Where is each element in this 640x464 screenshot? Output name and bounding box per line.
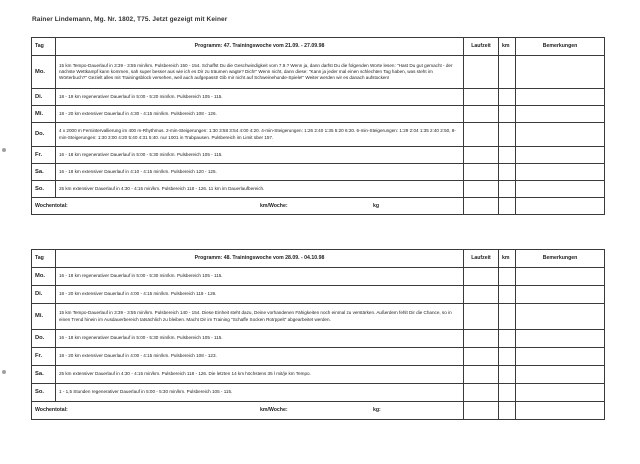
workout-text: 18 - 20 km extensiver Dauerlauf in 4:00 - 4:15 min/km. Pulsbereich 108 - 123. (56, 348, 464, 366)
km-cell[interactable] (499, 268, 516, 286)
km-cell[interactable] (499, 286, 516, 304)
notes-cell[interactable] (516, 147, 605, 164)
workout-text: 1 - 1,5 Stunden regenerativer Dauerlauf in 5:00 - 5:30 min/km. Pulsbereich 105 - 115. (56, 384, 464, 402)
athlete-line: Rainer Lindemann, Mg. Nr. 1802, T75. Jetzt gezeigt mit Keiner (32, 16, 228, 23)
table-row (32, 268, 605, 286)
laufzeit-cell[interactable] (464, 304, 499, 330)
workout-text: 15 km Tempo-Dauerlauf in 3:39 - 3:55 min/km. Pulsbereich 150 - 154. Schaffst Du die Geschwindigkeit vom 7.9.? Wenn ja, dann darfst Du die folgenden Worte lesen: "Hast Du gut gemacht - der nächste Wettkampf kann kommen, sah super besser aus wie ich es Dir zu träumen wagte? Dich!" Wenn nicht, dann diese: "Kann ja jeder mal einen schlechten Tag haben, was steht im Wörterbuch?" Gezielt alles mit Trainingsblock versehen, weil auch aufgepasst! Gib mir nicht auf Schweinehunde-Spiele!" Weiter werden wir es danach aufstocken! (56, 56, 464, 89)
km-cell[interactable] (499, 181, 516, 198)
workout-text: 16 - 18 km regenerativer Dauerlauf in 5:00 - 5:30 min/km. Pulsbereich 105 - 115. (56, 147, 464, 164)
notes-cell[interactable] (516, 268, 605, 286)
km-cell[interactable] (499, 330, 516, 348)
notes-cell[interactable] (516, 286, 605, 304)
day-label: Di. (32, 89, 56, 106)
km-cell[interactable] (499, 164, 516, 181)
km-total-cell[interactable] (499, 402, 516, 420)
workout-text: 18 - 19 km regenerativer Dauerlauf in 5:00 - 5:20 min/km. Pulsbereich 105 - 115. (56, 89, 464, 106)
notes-cell[interactable] (516, 89, 605, 106)
laufzeit-cell[interactable] (464, 147, 499, 164)
day-label: Sa. (32, 164, 56, 181)
day-label: Di. (32, 286, 56, 304)
laufzeit-cell[interactable] (464, 384, 499, 402)
column-km-header: km (499, 38, 516, 56)
laufzeit-cell[interactable] (464, 164, 499, 181)
km-cell[interactable] (499, 366, 516, 384)
km-cell[interactable] (499, 304, 516, 330)
column-day-header: Tag (32, 38, 56, 56)
kg-label: kg (373, 202, 380, 209)
workout-text: 4 x 2000 m Fernintervallierung im 400 m-Rhythmus. 2-min-Steigerungen: 1:30 3:58 3:54 4:00 4:20. 4-min-Steigerungen: 1:26 2:40 1:35 5:20 6:20. 6-min-Steigerungen: 1:29 2:04 1:35 2:40 2:50, 8-min-Steigerungen: 1:30 3:00 4:20 5:40 4:31 5:40. nur 1001 in Trabpausen. Pulsbereich im Limit über 157. (56, 123, 464, 147)
day-label: Do. (32, 123, 56, 147)
workout-text: 16 - 18 km regenerativer Dauerlauf in 5:00 - 5:30 min/km. Pulsbereich 105 - 115. (56, 330, 464, 348)
laufzeit-cell[interactable] (464, 181, 499, 198)
workout-text: 16 - 18 km regenerativer Dauerlauf in 5:00 - 5:30 min/km. Pulsbereich 105 - 115. (56, 268, 464, 286)
table-row (32, 330, 605, 348)
scan-mark (2, 370, 6, 374)
table-row (32, 366, 605, 384)
workout-text: 18 - 20 km extensiver Dauerlauf in 4:00 - 4:15 min/km. Pulsbereich 118 - 126. (56, 286, 464, 304)
table-row (32, 286, 605, 304)
table-row (32, 106, 605, 123)
footer-summary (32, 198, 464, 215)
workout-text: 25 km extensiver Dauerlauf in 4:30 - 4:15 min/km. Pulsbereich 118 - 126. Die letzten 14 km höchstens 35 l mit/je km Tempo. (56, 366, 464, 384)
notes-cell[interactable] (516, 330, 605, 348)
laufzeit-cell[interactable] (464, 123, 499, 147)
laufzeit-cell[interactable] (464, 348, 499, 366)
day-label: So. (32, 384, 56, 402)
km-cell[interactable] (499, 106, 516, 123)
km-cell[interactable] (499, 384, 516, 402)
workout-text: 15 km Tempo-Dauerlauf in 3:39 - 3:55 min/km. Pulsbereich 140 - 154. Diese Einheit steht dazu, Deine vorhandenen Fähigkeiten noch einmal zu verstärken. Außerdem fehlt Dir die Chance, so in einen Trend hinein im Ausdauerbereich tatsächlich zu bleiben. Macht Dir im Training "Schaffe Socken Rotrppelt" abgearbeitet werden. (56, 304, 464, 330)
table-row (32, 123, 605, 147)
day-label: Sa. (32, 366, 56, 384)
notes-cell[interactable] (516, 164, 605, 181)
column-km-header: km (499, 250, 516, 268)
table-row (32, 147, 605, 164)
notes-cell[interactable] (516, 348, 605, 366)
km-cell[interactable] (499, 348, 516, 366)
column-notes-header: Bemerkungen (516, 38, 605, 56)
table-header-row (32, 38, 605, 56)
km-week-label: km/Woche: (260, 202, 288, 209)
week-total-label: Wochentotal: (35, 407, 68, 414)
week-title: Programm: 47. Trainingswoche vom 21.09. - 27.09.98 (56, 38, 464, 56)
km-week-label: km/Woche: (260, 407, 288, 414)
laufzeit-cell[interactable] (464, 89, 499, 106)
km-total-cell[interactable] (499, 198, 516, 215)
laufzeit-cell[interactable] (464, 286, 499, 304)
laufzeit-cell[interactable] (464, 56, 499, 89)
notes-total-cell[interactable] (516, 198, 605, 215)
day-label: Mi. (32, 304, 56, 330)
laufzeit-cell[interactable] (464, 330, 499, 348)
week-title: Programm: 48. Trainingswoche vom 28.09. - 04.10.98 (56, 250, 464, 268)
notes-cell[interactable] (516, 366, 605, 384)
column-day-header: Tag (32, 250, 56, 268)
table-row (32, 164, 605, 181)
table-row (32, 56, 605, 89)
column-laufzeit-header: Laufzeit (464, 250, 499, 268)
notes-cell[interactable] (516, 304, 605, 330)
notes-total-cell[interactable] (516, 402, 605, 420)
day-label: Mo. (32, 268, 56, 286)
km-cell[interactable] (499, 89, 516, 106)
day-label: So. (32, 181, 56, 198)
day-label: Mo. (32, 56, 56, 89)
table-row (32, 304, 605, 330)
day-label: Fr. (32, 147, 56, 164)
km-cell[interactable] (499, 56, 516, 89)
laufzeit-cell[interactable] (464, 106, 499, 123)
day-label: Do. (32, 330, 56, 348)
table-header-row (32, 250, 605, 268)
training-week-table (31, 249, 605, 420)
scan-mark (2, 148, 6, 152)
footer-summary (32, 402, 464, 420)
laufzeit-total-cell[interactable] (464, 402, 499, 420)
column-notes-header: Bemerkungen (516, 250, 605, 268)
km-cell[interactable] (499, 147, 516, 164)
kg-label: kg: (373, 407, 381, 414)
notes-cell[interactable] (516, 123, 605, 147)
week-footer-row (32, 402, 605, 420)
notes-cell[interactable] (516, 106, 605, 123)
table-row (32, 181, 605, 198)
workout-text: 25 km extensiver Dauerlauf in 4:30 - 4:15 min/km. Pulsbereich 118 - 126. 11 km im Dauerlaufbereich. (56, 181, 464, 198)
laufzeit-cell[interactable] (464, 268, 499, 286)
notes-cell[interactable] (516, 384, 605, 402)
km-cell[interactable] (499, 123, 516, 147)
notes-cell[interactable] (516, 181, 605, 198)
day-label: Mi. (32, 106, 56, 123)
training-week-table (31, 37, 605, 215)
laufzeit-total-cell[interactable] (464, 198, 499, 215)
workout-text: 18 - 20 km extensiver Dauerlauf in 4:30 - 4:15 min/km. Pulsbereich 108 - 126. (56, 106, 464, 123)
notes-cell[interactable] (516, 56, 605, 89)
day-label: Fr. (32, 348, 56, 366)
workout-text: 16 - 18 km extensiver Dauerlauf in 4:10 - 4:15 min/km. Pulsbereich 120 - 125. (56, 164, 464, 181)
week-total-label: Wochentotal: (35, 202, 68, 209)
table-row (32, 348, 605, 366)
laufzeit-cell[interactable] (464, 366, 499, 384)
table-row (32, 89, 605, 106)
column-laufzeit-header: Laufzeit (464, 38, 499, 56)
week-footer-row (32, 198, 605, 215)
table-row (32, 384, 605, 402)
